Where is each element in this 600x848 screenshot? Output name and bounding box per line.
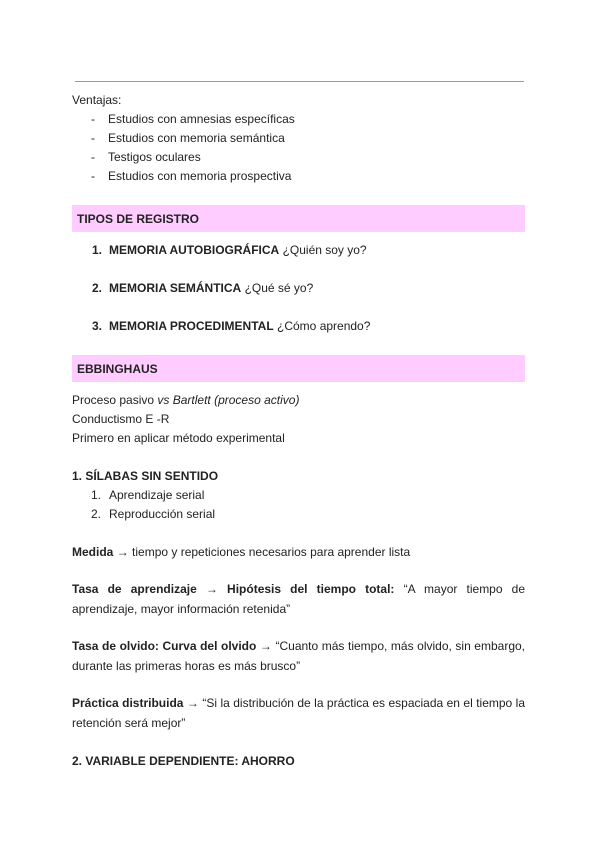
tasa-olvido-line1	[72, 637, 525, 656]
text-fragment: Proceso pasivo	[72, 393, 158, 407]
ventaja-item: Estudios con memoria semántica	[108, 131, 285, 145]
ventajas-heading: Ventajas:	[72, 93, 122, 107]
list-number: 1.	[92, 243, 103, 257]
ebbinghaus-line: Conductismo E -R	[72, 412, 170, 426]
tasa-aprendizaje-term: Tasa de aprendizaje	[72, 582, 197, 596]
horizontal-rule	[75, 81, 524, 82]
memory-type-question: ¿Qué sé yo?	[244, 281, 314, 295]
practica-line1	[72, 694, 525, 713]
medida-paragraph	[72, 544, 410, 560]
banner-title: TIPOS DE REGISTRO	[77, 212, 200, 226]
silabas-item: Reproducción serial	[109, 507, 216, 521]
tasa-olvido-text: “Cuanto más tiempo, más olvido, sin embargo,	[275, 639, 525, 653]
memory-type-term: MEMORIA AUTOBIOGRÁFICA	[109, 243, 280, 257]
practica-text: “Si la distribución de la práctica es espaciada en el tiempo la	[202, 696, 525, 710]
memory-type-term: MEMORIA PROCEDIMENTAL	[109, 319, 274, 333]
hipotesis-term: Hipótesis del tiempo total:	[227, 582, 395, 596]
silabas-heading: 1. SÍLABAS SIN SENTIDO	[72, 469, 219, 483]
list-number: 2.	[91, 507, 102, 521]
tasa-olvido-term: Tasa de olvido: Curva del olvido	[72, 639, 257, 653]
practica-term: Práctica distribuida	[72, 696, 184, 710]
tasa-aprendizaje-line1	[72, 580, 525, 599]
arrow-icon: →	[259, 639, 272, 653]
ventaja-item: Estudios con memoria prospectiva	[108, 169, 292, 183]
arrow-icon: →	[186, 696, 199, 710]
bullet-dash: -	[91, 112, 95, 126]
memory-type-term: MEMORIA SEMÁNTICA	[109, 281, 242, 295]
tasa-aprendizaje-line2: aprendizaje, mayor información retenida”	[72, 602, 291, 616]
variable-heading: 2. VARIABLE DEPENDIENTE: AHORRO	[72, 754, 295, 768]
bullet-dash: -	[91, 150, 95, 164]
section-banner-ebbinghaus	[72, 355, 525, 382]
medida-text: tiempo y repeticiones necesarios para aprender lista	[128, 545, 411, 559]
ebbinghaus-line	[72, 392, 299, 408]
list-number: 2.	[92, 281, 103, 295]
memory-type-item	[109, 242, 367, 258]
medida-term: Medida	[72, 545, 114, 559]
list-number: 3.	[92, 319, 103, 333]
text-vs: vs	[157, 393, 170, 407]
banner-title: EBBINGHAUS	[77, 362, 158, 376]
bullet-dash: -	[91, 169, 95, 183]
section-banner-tipos	[72, 205, 525, 232]
text-bartlett: Bartlett (proceso activo)	[169, 393, 300, 407]
tasa-aprendizaje-text: “A mayor tiempo de	[403, 582, 526, 596]
memory-type-question: ¿Cómo aprendo?	[277, 319, 371, 333]
list-number: 1.	[91, 488, 102, 502]
ebbinghaus-line: Primero en aplicar método experimental	[72, 431, 285, 445]
memory-type-item	[109, 318, 370, 334]
bullet-dash: -	[91, 131, 95, 145]
ventaja-item: Testigos oculares	[108, 150, 201, 164]
practica-line2: retención será mejor”	[72, 716, 186, 730]
arrow-icon: →	[116, 545, 129, 559]
silabas-item: Aprendizaje serial	[109, 488, 205, 502]
arrow-icon: →	[205, 582, 218, 596]
memory-type-item	[109, 280, 313, 296]
tasa-olvido-line2: durante las primeras horas es más brusco”	[72, 659, 301, 673]
memory-type-question: ¿Quién soy yo?	[282, 243, 367, 257]
ventaja-item: Estudios con amnesias específicas	[108, 112, 295, 126]
